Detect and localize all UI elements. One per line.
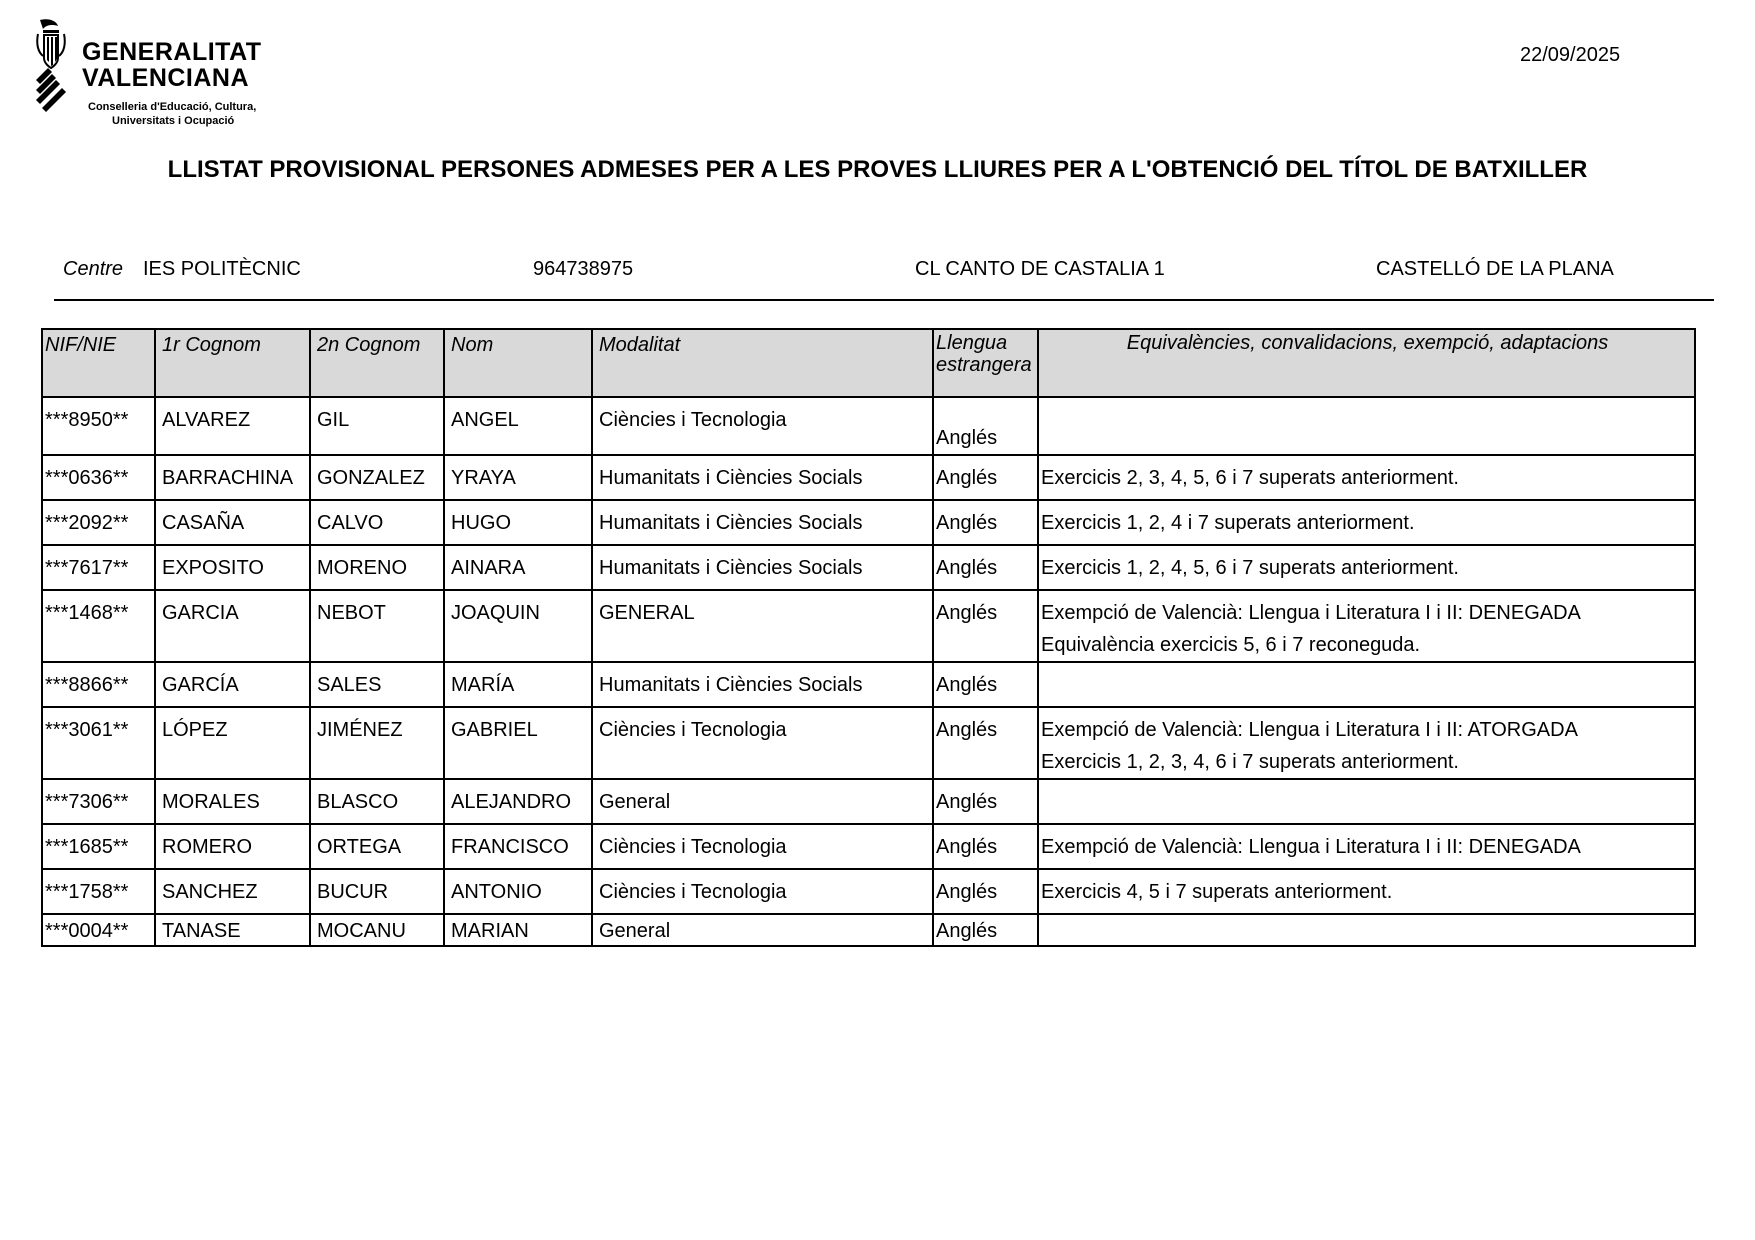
cell-cognom2: GIL <box>310 397 444 455</box>
admitted-table <box>41 328 1696 947</box>
table-row <box>42 707 1695 779</box>
cell-cognom2: GONZALEZ <box>310 455 444 500</box>
table-row <box>42 500 1695 545</box>
cell-nif: ***1468** <box>42 590 155 662</box>
cell-nom: AINARA <box>444 545 592 590</box>
centre-phone: 964738975 <box>533 258 634 280</box>
equivalencies-line1: Exercicis 4, 5 i 7 superats anteriorment. <box>1041 881 1393 903</box>
cell-nom: YRAYA <box>444 455 592 500</box>
cell-cognom2: MORENO <box>310 545 444 590</box>
cell-cognom2: MOCANU <box>310 914 444 946</box>
cell-nom: ANGEL <box>444 397 592 455</box>
cell-cognom1: EXPOSITO <box>155 545 310 590</box>
cell-equivalencies <box>1038 590 1695 662</box>
cell-llengua: Anglés <box>933 779 1038 824</box>
cell-nif: ***7306** <box>42 779 155 824</box>
table-row <box>42 869 1695 914</box>
cell-nom: HUGO <box>444 500 592 545</box>
header-modalitat: Modalitat <box>592 329 933 397</box>
equivalencies-line1: Exempció de Valencià: Llengua i Literatura I i II: DENEGADA <box>1041 836 1581 858</box>
table-row <box>42 824 1695 869</box>
header-divider <box>54 299 1714 301</box>
cell-cognom1: GARCÍA <box>155 662 310 707</box>
header-cognom1: 1r Cognom <box>155 329 310 397</box>
table-row <box>42 662 1695 707</box>
gva-emblem-icon <box>34 18 76 114</box>
header-equivalencies: Equivalències, convalidacions, exempció, adaptacions <box>1038 329 1695 397</box>
header-cognom2: 2n Cognom <box>310 329 444 397</box>
cell-nom: GABRIEL <box>444 707 592 779</box>
logo-subtitle-line1: Conselleria d'Educació, Cultura, <box>88 101 257 113</box>
table-row <box>42 590 1695 662</box>
cell-modalitat: Humanitats i Ciències Socials <box>592 545 933 590</box>
centre-city: CASTELLÓ DE LA PLANA <box>1376 258 1614 280</box>
header-llengua-line1: Llengua <box>936 332 1008 354</box>
cell-nif: ***1758** <box>42 869 155 914</box>
table-row <box>42 545 1695 590</box>
gva-logo <box>34 18 264 130</box>
cell-cognom2: ORTEGA <box>310 824 444 869</box>
cell-llengua: Anglés <box>933 590 1038 662</box>
cell-cognom2: JIMÉNEZ <box>310 707 444 779</box>
table-row <box>42 455 1695 500</box>
cell-nif: ***8866** <box>42 662 155 707</box>
cell-equivalencies <box>1038 779 1695 824</box>
equivalencies-line1: Exercicis 1, 2, 4, 5, 6 i 7 superats anteriorment. <box>1041 557 1459 579</box>
cell-modalitat: Ciències i Tecnologia <box>592 397 933 455</box>
cell-cognom1: ALVAREZ <box>155 397 310 455</box>
cell-nif: ***8950** <box>42 397 155 455</box>
header-llengua-line2: estrangera <box>936 354 1032 376</box>
cell-cognom1: GARCIA <box>155 590 310 662</box>
cell-modalitat: GENERAL <box>592 590 933 662</box>
header-nif: NIF/NIE <box>42 329 155 397</box>
cell-cognom2: NEBOT <box>310 590 444 662</box>
equivalencies-line1: Exercicis 1, 2, 4 i 7 superats anteriorment. <box>1041 512 1415 534</box>
equivalencies-line1: Exempció de Valencià: Llengua i Literatura I i II: DENEGADA <box>1041 602 1581 624</box>
cell-nif: ***0004** <box>42 914 155 946</box>
cell-cognom2: BUCUR <box>310 869 444 914</box>
cell-cognom2: BLASCO <box>310 779 444 824</box>
cell-equivalencies <box>1038 662 1695 707</box>
cell-llengua: Anglés <box>933 869 1038 914</box>
cell-nom: FRANCISCO <box>444 824 592 869</box>
cell-nom: MARÍA <box>444 662 592 707</box>
document-title: LLISTAT PROVISIONAL PERSONES ADMESES PER A LES PROVES LLIURES PER A L'OBTENCIÓ DEL TÍTOL DE BATXILLER <box>167 156 1588 183</box>
logo-text-generalitat: GENERALITAT <box>82 38 262 66</box>
centre-info <box>0 258 1755 288</box>
equivalencies-line1: Exercicis 2, 3, 4, 5, 6 i 7 superats anteriorment. <box>1041 467 1459 489</box>
header-llengua <box>933 329 1038 397</box>
cell-nom: ALEJANDRO <box>444 779 592 824</box>
cell-llengua: Anglés <box>933 397 1038 455</box>
cell-cognom1: LÓPEZ <box>155 707 310 779</box>
header-nom: Nom <box>444 329 592 397</box>
cell-modalitat: Ciències i Tecnologia <box>592 869 933 914</box>
cell-nif: ***2092** <box>42 500 155 545</box>
document-date: 22/09/2025 <box>1520 44 1621 66</box>
table-header-row <box>42 329 1695 397</box>
cell-llengua: Anglés <box>933 662 1038 707</box>
cell-modalitat: Humanitats i Ciències Socials <box>592 500 933 545</box>
equivalencies-line1: Exempció de Valencià: Llengua i Literatura I i II: ATORGADA <box>1041 719 1578 741</box>
cell-equivalencies <box>1038 914 1695 946</box>
logo-text-valenciana: VALENCIANA <box>82 64 250 92</box>
cell-equivalencies <box>1038 545 1695 590</box>
cell-equivalencies <box>1038 500 1695 545</box>
cell-cognom1: TANASE <box>155 914 310 946</box>
cell-llengua: Anglés <box>933 707 1038 779</box>
cell-cognom1: MORALES <box>155 779 310 824</box>
cell-llengua: Anglés <box>933 914 1038 946</box>
cell-nom: MARIAN <box>444 914 592 946</box>
cell-cognom1: SANCHEZ <box>155 869 310 914</box>
cell-modalitat: General <box>592 914 933 946</box>
cell-cognom1: CASAÑA <box>155 500 310 545</box>
cell-cognom1: ROMERO <box>155 824 310 869</box>
equivalencies-line2: Equivalència exercicis 5, 6 i 7 reconeguda. <box>1041 634 1421 656</box>
cell-nif: ***0636** <box>42 455 155 500</box>
cell-modalitat: Ciències i Tecnologia <box>592 824 933 869</box>
centre-name: IES POLITÈCNIC <box>143 258 301 280</box>
cell-modalitat: Humanitats i Ciències Socials <box>592 455 933 500</box>
cell-equivalencies <box>1038 397 1695 455</box>
cell-cognom1: BARRACHINA <box>155 455 310 500</box>
cell-nif: ***1685** <box>42 824 155 869</box>
cell-llengua: Anglés <box>933 500 1038 545</box>
centre-address: CL CANTO DE CASTALIA 1 <box>915 258 1165 280</box>
cell-equivalencies <box>1038 869 1695 914</box>
table-row <box>42 397 1695 455</box>
cell-nom: ANTONIO <box>444 869 592 914</box>
centre-label: Centre <box>63 258 124 280</box>
cell-modalitat: Ciències i Tecnologia <box>592 707 933 779</box>
cell-equivalencies <box>1038 455 1695 500</box>
cell-nom: JOAQUIN <box>444 590 592 662</box>
table-row <box>42 779 1695 824</box>
cell-cognom2: CALVO <box>310 500 444 545</box>
cell-nif: ***3061** <box>42 707 155 779</box>
cell-llengua: Anglés <box>933 545 1038 590</box>
cell-modalitat: Humanitats i Ciències Socials <box>592 662 933 707</box>
cell-llengua: Anglés <box>933 824 1038 869</box>
logo-subtitle-line2: Universitats i Ocupació <box>112 115 235 127</box>
cell-cognom2: SALES <box>310 662 444 707</box>
cell-modalitat: General <box>592 779 933 824</box>
cell-equivalencies <box>1038 707 1695 779</box>
cell-llengua: Anglés <box>933 455 1038 500</box>
equivalencies-line2: Exercicis 1, 2, 3, 4, 6 i 7 superats anteriorment. <box>1041 751 1459 773</box>
cell-equivalencies <box>1038 824 1695 869</box>
table-row <box>42 914 1695 946</box>
cell-nif: ***7617** <box>42 545 155 590</box>
